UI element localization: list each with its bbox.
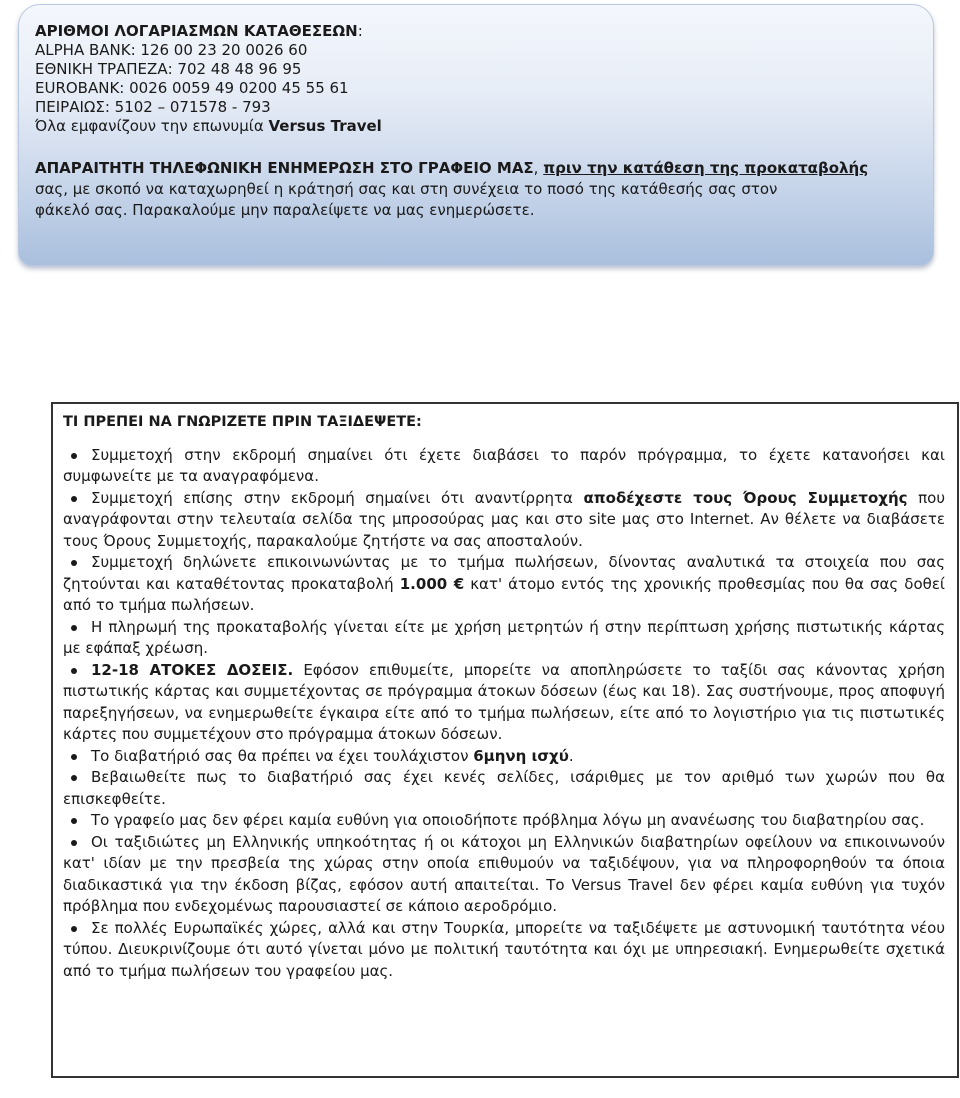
list-item xyxy=(63,488,945,553)
list-item xyxy=(63,767,945,810)
list-item-text: Συμμετοχή επίσης στην εκδρομή σημαίνει ότι αναντίρρητα xyxy=(91,488,584,507)
account-ethniki: ΕΘΝΙΚΗ ΤΡΑΠΕΖΑ: 702 48 48 96 95 xyxy=(35,60,302,78)
list-item-text: . xyxy=(568,746,574,765)
list-item-emphasis: 6μηνη ισχύ xyxy=(473,746,569,765)
phone-notice-comma: , xyxy=(533,159,544,177)
bank-accounts-heading: ΑΡΙΘΜΟΙ ΛΟΓΑΡΙΑΣΜΩΝ ΚΑΤΑΘΕΣΕΩΝ xyxy=(35,22,358,40)
list-item-text: Οι ταξιδιώτες μη Ελληνικής υπηκοότητας ή οι κάτοχοι μη Ελληνικών διαβατηρίων οφείλουν να επικοινωνούν κατ' ιδίαν με την πρεσβεία της χώρας στην οποία επιθυμούν να ταξιδέψουν, για να πληροφορηθούν τα όποια διαδικαστικά για την έκδοση βίζας, εφόσον αυτή απαιτείται. Το Versus Travel δεν φέρει καμία ευθύνη για τυχόν πρόβλημα που ενδεχομένως παρουσιαστεί σε κάποιο αεροδρόμιο. xyxy=(63,832,945,915)
account-peiraios: ΠΕΙΡΑΙΩΣ: 5102 – 071578 - 793 xyxy=(35,98,271,116)
bullet-icon xyxy=(71,754,77,760)
bullet-icon xyxy=(71,560,77,566)
bullet-icon xyxy=(71,625,77,631)
bullet-icon xyxy=(71,453,77,459)
list-item-emphasis: 12-18 ΑΤΟΚΕΣ ΔΟΣΕΙΣ. xyxy=(91,660,294,679)
list-item-text: Συμμετοχή δηλώνετε επικοινωνώντας με το τμήμα πωλήσεων, δίνοντας αναλυτικά τα στοιχεία που σας ζητούνται και καταθέτοντας προκαταβολή xyxy=(63,553,945,593)
list-item-text: που αναγράφονται στην τελευταία σελίδα της μπροσούρας μας και στο site μας στο Internet. Αν θέλετε να διαβάσετε τους Όρους Συμμετοχής, παρακαλούμε ζητήστε να σας αποσταλούν. xyxy=(63,488,945,550)
account-holder-line xyxy=(35,117,919,136)
list-item xyxy=(63,918,945,983)
list-item-emphasis: 1.000 € xyxy=(399,574,465,593)
phone-notice xyxy=(35,158,919,221)
list-item-text: Βεβαιωθείτε πως το διαβατήριό σας έχει κενές σελίδες, ισάριθμες με τον αριθμό των χωρών που θα επισκεφθείτε. xyxy=(63,768,945,808)
bullet-icon xyxy=(71,926,77,932)
bank-accounts-title xyxy=(35,22,919,41)
list-item-text: Το διαβατήριό σας θα πρέπει να έχει τουλάχιστον xyxy=(91,746,474,765)
list-item xyxy=(63,445,945,488)
list-item xyxy=(63,617,945,660)
account-alpha: ALPHA BANK: 126 00 23 20 0026 60 xyxy=(35,41,308,59)
list-item-text: Συμμετοχή στην εκδρομή σημαίνει ότι έχετε διαβάσει το παρόν πρόγραμμα, το έχετε κατανοήσει και συμφωνείτε με τα αναγραφόμενα. xyxy=(63,445,945,485)
travel-info-box xyxy=(51,402,959,1078)
phone-notice-heading: ΑΠΑΡΑΙΤΗΤΗ ΤΗΛΕΦΩΝΙΚΗ ΕΝΗΜΕΡΩΣΗ ΣΤΟ ΓΡΑΦΕΙΟ ΜΑΣ xyxy=(35,159,534,177)
account-holder-prefix: Όλα εμφανίζουν την επωνυμία xyxy=(35,117,269,135)
bullet-icon xyxy=(71,840,77,846)
travel-info-title: ΤΙ ΠΡΕΠΕΙ ΝΑ ΓΝΩΡΙΖΕΤΕ ΠΡΙΝ ΤΑΞΙΔΕΨΕΤΕ: xyxy=(63,414,422,430)
bullet-icon xyxy=(71,496,77,502)
list-item xyxy=(63,746,945,768)
travel-rules-list xyxy=(63,445,945,983)
phone-notice-line-2: σας, με σκοπό να καταχωρηθεί η κράτησή σας και στη συνέχεια το ποσό της κατάθεσής σας στον xyxy=(35,180,778,198)
list-item-emphasis: αποδέχεστε τους Όρους Συμμετοχής xyxy=(583,488,908,507)
bank-accounts-colon: : xyxy=(357,22,363,40)
list-item xyxy=(63,810,945,832)
account-eurobank: EUROBANK: 0026 0059 49 0200 45 55 61 xyxy=(35,79,349,97)
list-item-text: Σε πολλές Ευρωπαϊκές χώρες, αλλά και στην Τουρκία, μπορείτε να ταξιδέψετε με αστυνομική ταυτότητα νέου τύπου. Διευκρινίζουμε ότι αυτό γίνεται μόνο με πολιτική ταυτότητα και όχι με υπηρεσιακή. Ενημερωθείτε σχετικά από το τμήμα πωλήσεων του γραφείου μας. xyxy=(63,918,945,980)
bullet-icon xyxy=(71,818,77,824)
list-item-text: κατ' άτομο εντός της χρονικής προθεσμίας που θα σας δοθεί από το τμήμα πωλήσεων. xyxy=(63,574,946,614)
list-item xyxy=(63,660,945,746)
list-item-text: Το γραφείο μας δεν φέρει καμία ευθύνη για οποιοδήποτε πρόβλημα λόγω μη ανανέωσης του διαβατηρίου σας. xyxy=(91,811,925,829)
list-item xyxy=(63,552,945,617)
phone-notice-line-3: φάκελό σας. Παρακαλούμε μην παραλείψετε να μας ενημερώσετε. xyxy=(35,201,535,219)
list-item-text: Εφόσον επιθυμείτε, μπορείτε να αποπληρώσετε το ταξίδι σας κάνοντας χρήση πιστωτικής κάρτας και συμμετέχοντας σε πρόγραμμα άτοκων δόσεων (έως και 18). Σας συστήνουμε, προς αποφυγή παρεξηγήσεων, να ενημερωθείτε έγκαιρα είτε από το τμήμα πωλήσεων, είτε από το λογιστήριο για τις πιστωτικές κάρτες που συμμετέχουν στο πρόγραμμα άτοκων δόσεων. xyxy=(63,660,945,743)
account-holder-name: Versus Travel xyxy=(268,117,382,135)
bullet-icon xyxy=(71,775,77,781)
bank-accounts-box xyxy=(18,4,934,266)
list-item xyxy=(63,832,945,918)
bullet-icon xyxy=(71,668,77,674)
phone-notice-emphasis: πριν την κατάθεση της προκαταβολής xyxy=(543,159,869,177)
list-item-text: Η πληρωμή της προκαταβολής γίνεται είτε με χρήση μετρητών ή στην περίπτωση χρήσης πιστωτικής κάρτας με εφάπαξ χρέωση. xyxy=(63,617,945,657)
